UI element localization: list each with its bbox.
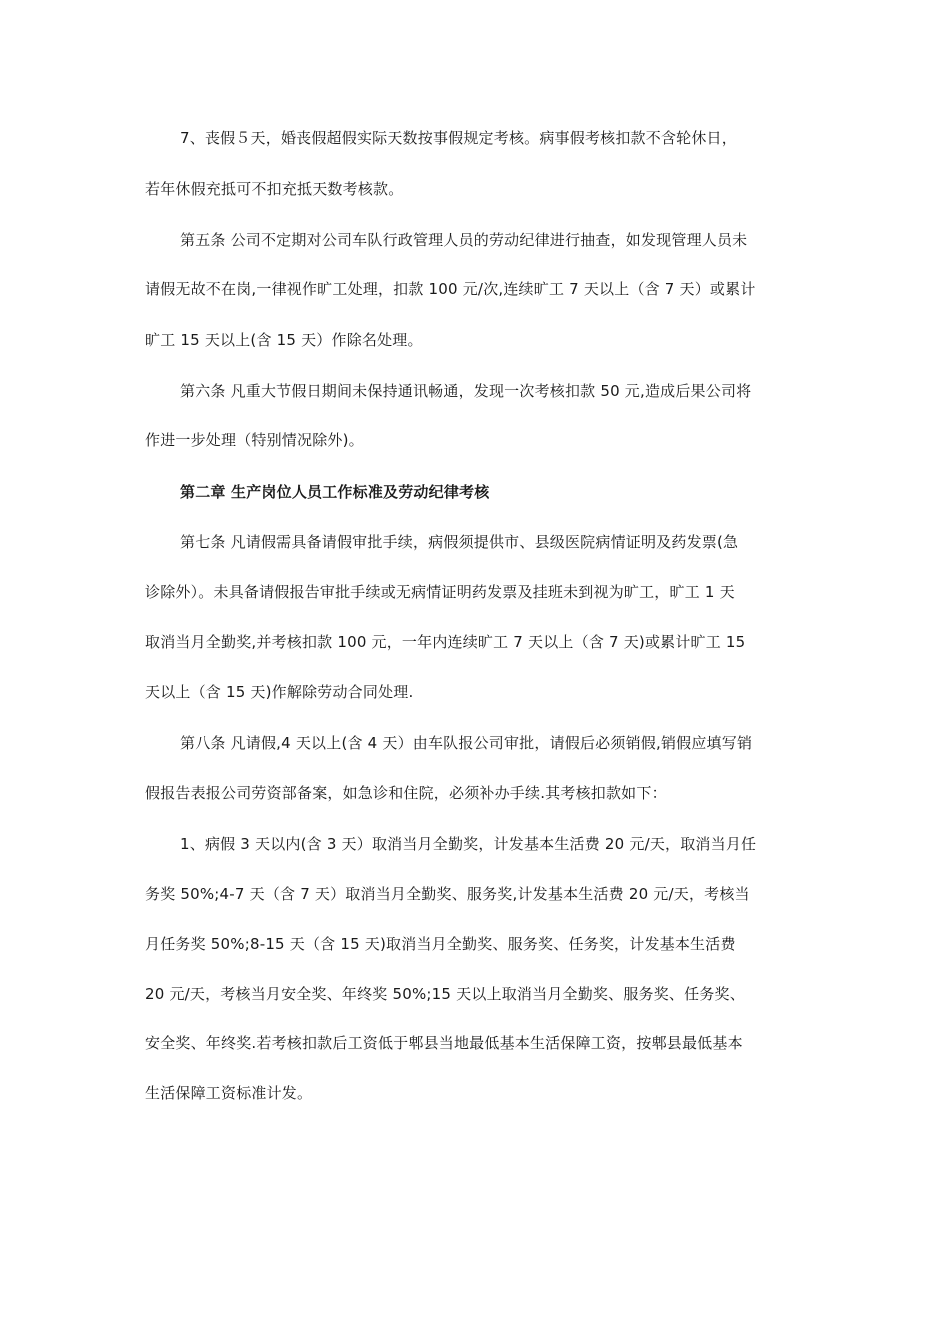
- paragraph-line: 第八条 凡请假,4 天以上(含 4 天）由车队报公司审批，请假后必须销假,销假应填写销: [180, 734, 753, 752]
- paragraph-line: 第六条 凡重大节假日期间未保持通讯畅通，发现一次考核扣款 50 元,造成后果公司将: [180, 382, 752, 400]
- chapter-heading: 第二章 生产岗位人员工作标准及劳动纪律考核: [180, 483, 490, 501]
- paragraph-line: 假报告表报公司劳资部备案，如急诊和住院，必须补办手续.其考核扣款如下：: [145, 784, 667, 802]
- paragraph-line: 若年休假充抵可不扣充抵天数考核款。: [145, 180, 404, 198]
- paragraph-line: 月任务奖 50%;8-15 天（含 15 天)取消当月全勤奖、服务奖、任务奖，计发基本生活费: [145, 935, 736, 953]
- paragraph-line: 1、病假 3 天以内(含 3 天）取消当月全勤奖，计发基本生活费 20 元/天，取消当月任: [180, 835, 757, 853]
- paragraph-line: 取消当月全勤奖,并考核扣款 100 元，一年内连续旷工 7 天以上（含 7 天)或累计旷工 15: [145, 633, 746, 651]
- paragraph-line: 生活保障工资标准计发。: [145, 1084, 313, 1102]
- paragraph-line: 天以上（含 15 天)作解除劳动合同处理.: [145, 683, 414, 701]
- paragraph-line: 第七条 凡请假需具备请假审批手续，病假须提供市、县级医院病情证明及药发票(急: [180, 533, 739, 551]
- paragraph-line: 20 元/天，考核当月安全奖、年终奖 50%;15 天以上取消当月全勤奖、服务奖、任务奖、: [145, 985, 745, 1003]
- paragraph-line: 旷工 15 天以上(含 15 天）作除名处理。: [145, 331, 423, 349]
- paragraph-line: 诊除外）。未具备请假报告审批手续或无病情证明药发票及挂班未到视为旷工，旷工 1 天: [145, 583, 735, 601]
- paragraph-line: 务奖 50%;4-7 天（含 7 天）取消当月全勤奖、服务奖,计发基本生活费 20 元/天，考核当: [145, 885, 750, 903]
- paragraph-line: 作进一步处理（特别情况除外)。: [145, 431, 364, 449]
- paragraph-line: 第五条 公司不定期对公司车队行政管理人员的劳动纪律进行抽查，如发现管理人员未: [180, 231, 748, 249]
- paragraph-line: 7、丧假５天，婚丧假超假实际天数按事假规定考核。病事假考核扣款不含轮休日，: [180, 129, 737, 147]
- paragraph-line: 安全奖、年终奖.若考核扣款后工资低于郫县当地最低基本生活保障工资，按郫县最低基本: [145, 1034, 743, 1052]
- paragraph-line: 请假无故不在岗,一律视作旷工处理，扣款 100 元/次,连续旷工 7 天以上（含 7 天）或累计: [145, 280, 756, 298]
